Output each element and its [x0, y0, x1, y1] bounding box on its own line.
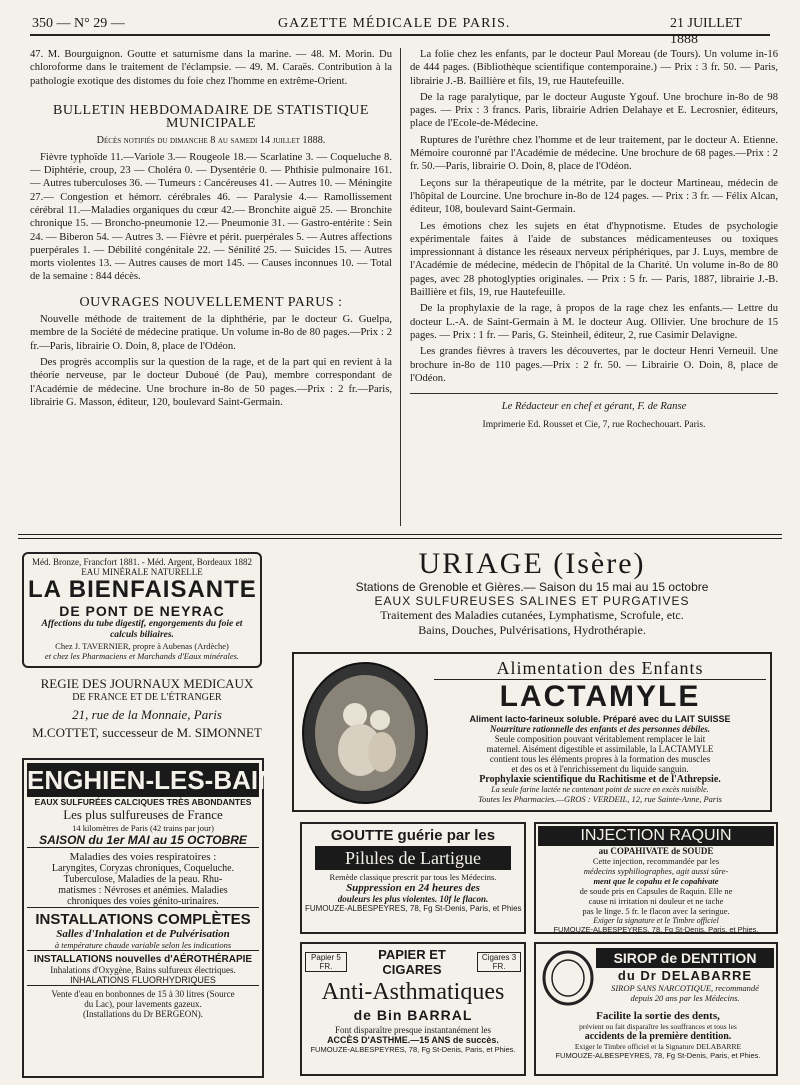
ad-text: Traitement des Maladies cutanées, Lymphatisme, Scrofule, etc. [380, 608, 684, 622]
ouvrage-item: Nouvelle méthode de traitement de la diphthérie, par le docteur G. Guelpa, membre de la Société de médecine pratique. Un volume in-8o de 80 pages.—Prix : 2 fr.—Paris, librairie O. Doin, 8, place de l'Odéon. [30, 314, 392, 352]
ad-text: SAISON du 1er MAI au 15 OCTOBRE [27, 833, 259, 848]
ad-goutte [300, 822, 526, 934]
ad-text: EAU MINÉRALE NATURELLE [81, 567, 203, 577]
bulletin-subtitle: Décès notifiés du dimanche 8 au samedi 14 juillet 1888. [96, 135, 326, 147]
ad-text: Facilite la sortie des dents, [596, 1010, 720, 1022]
ad-text: Affections du tube digestif, engorgements du foie et calculs biliaires. [41, 619, 243, 640]
ad-text: Nourriture rationnelle des enfants et des personnes débiles. [489, 724, 710, 734]
ad-headline: INJECTION RAQUIN [538, 826, 774, 846]
ad-text: Les plus sulfureuses de France [63, 807, 223, 822]
ad-text: Prophylaxie scientifique du Rachitisme et de l'Athrepsie. [479, 774, 721, 785]
ad-barral [300, 942, 526, 1076]
book-item: Les émotions chez les sujets en état d'hypnotisme. Etudes de psychologie expérimentale faites à l'aide de substances médicamenteuses ou toxiques impressionnant à distance les réseaux nerveux périphériques, par J. Luys, membre de l'Académie de médecine, médecin de l'hôpital de la Charité. Un volume in-8o de 80 pages, avec 28 photoglypties originales. — Prix : 5 fr. — Paris, 1887, librairie J.-B. Baillière et fils, 19, rue Hautefeuille. [410, 220, 778, 299]
ad-text: PAPIER ET CIGARES [378, 947, 446, 977]
ad-text: Stations de Grenoble et Gières.— Saison du 15 mai au 15 octobre [355, 580, 709, 594]
ad-headline: LACTAMYLE [499, 680, 701, 713]
ad-text: FUMOUZE-ALBESPEYRES, 78, Fg St-Denis, Paris, et Phies [305, 904, 522, 913]
ad-text: de Bin BARRAL [353, 1007, 473, 1023]
bulletin-body: Fièvre typhoïde 11.—Variole 3.— Rougeole 18.— Scarlatine 3. — Coqueluche 8. — Diphtérie, croup, 23 — Choléra 0. — Dysentérie 0. — Phthisie pulmonaire 161.— Autres tuberculoses 36. — Tumeurs : Cancéreuses 41. — Autres 10. — Méningite 27.— Congestion et hémorr. cérébrales 46. — Paralysie 4.— Ramollissement cérébral 11.—Maladies organiques du cœur 42.— Bronchite aiguë 25. — Bronchite chronique 15. — Broncho-pneumonie 12.— Pneumonie 31. — Gastro-entérite : Sein 24. — Biberon 54. — Autres 3. — Fièvre et périt. puerpérales 5. — Autres affections puerpérales 1. — Débilité congénitale 22. — Sénilité 25. — Suicides 15. — Autres morts violentes 13. — Autres causes de mort 145. — Causes inconnues 10. — Total de la semaine : 844 décès. [30, 151, 392, 283]
ad-headline: SIROP de DENTITION [596, 948, 774, 968]
ad-text: DE PONT DE NEYRAC [59, 603, 225, 619]
ad-text: maternel. Aisément digestible et assimilable, la LACTAMYLE [486, 744, 714, 754]
regie-address: 21, rue de la Monnaie, Paris [72, 707, 222, 722]
issue-date: 21 JUILLET 1888 [670, 16, 742, 47]
ad-text: Maladies des voies respiratoires : [69, 851, 217, 863]
ad-text: Vente d'eau en bonbonnes de 15 à 30 litres (Source [51, 989, 235, 999]
ouvrages-title: OUVRAGES NOUVELLEMENT PARUS : [79, 294, 343, 310]
regie-notice [22, 676, 272, 741]
ad-text: Suppression en 24 heures des [346, 882, 480, 894]
ad-enghien [22, 758, 295, 1078]
left-column [30, 48, 392, 412]
running-header [30, 14, 770, 47]
regie-successor: M.COTTET, successeur de M. SIMONNET [32, 725, 262, 740]
book-item: Leçons sur la thérapeutique de la métrite, par le docteur Martineau, médecin de l'hôpital de Lourcine. Une brochure in-8o de 124 pages. — Prix : 3 fr. — Félix Alcan, éditeur, 108, boulevard Saint-Germain. [410, 177, 778, 216]
ad-text: à température chaude variable selon les indications [27, 940, 259, 951]
ad-text: Tuberculose, Maladies de la peau. Rhu- [63, 874, 223, 885]
ad-text: Bains, Douches, Pulvérisations, Hydrothérapie. [418, 623, 646, 637]
ouvrage-item: Des progrès accomplis sur la question de la rage, et de la part qui en revient à la théorie nerveuse, par le docteur Duboué (de Pau), membre correspondant de l'Académie de médecine. Une brochure in-8o de 50 pages.—Prix : 2 fr.—Paris, librairie G. Masson, éditeur, 120, boulevard Saint-Germain. [30, 356, 392, 408]
cherub-medallion [300, 660, 430, 806]
ad-headline: URIAGE (Isère) [418, 547, 646, 580]
ad-text: FUMOUZE-ALBESPEYRES, 78, Fg St-Denis, Paris, et Phies. [553, 925, 759, 934]
ad-text: douleurs les plus violentes. 10f le flacon. [337, 894, 489, 904]
ad-text: Remède classique prescrit par tous les Médecins. [329, 872, 497, 882]
ad-raquin [534, 822, 778, 934]
book-item: De la rage paralytique, par le docteur Auguste Ygouf. Une brochure in-8o de 98 pages. — Prix : 3 francs. Paris, librairie Adrien Delahaye et E. Lecrosnier, éditeurs, place de l'Ecole-de-Médecine. [410, 91, 778, 130]
ad-lactamyle [292, 652, 772, 812]
book-item: La folie chez les enfants, par le docteur Paul Moreau (de Tours). Un volume in-16 de 444 pages. (Bibliothèque scientifique contemporaine.) — Prix : 3 fr. 50. — Paris, librairie J.-B. Baillière et fils, 19, rue Hautefeuille. [410, 49, 778, 87]
seal-emblem [542, 950, 594, 1006]
ad-bienfaisante [22, 552, 262, 668]
ad-text: Papier 5 FR. [305, 952, 347, 972]
book-item: Ruptures de l'urèthre chez l'homme et de leur traitement, par le docteur A. Etienne. Mémoire couronné par l'Académie de médecine. Une brochure de 68 pages.—Prix : 2 fr. 50.—Paris, librairie O. Doin, 8, place de l'Odéon. [410, 134, 778, 173]
page-number: 350 — N° 29 — [32, 16, 125, 31]
regie-subtitle: DE FRANCE ET DE L'ÉTRANGER [72, 692, 222, 703]
ad-text: FUMOUZE-ALBESPEYRES, 78, Fg St-Denis, Paris, et Phies. [310, 1045, 516, 1054]
ad-text: et des os et à l'enrichissement du liquide sanguin. [511, 764, 689, 774]
intro-paragraph: 47. M. Bourguignon. Goutte et saturnisme dans la marine. — 48. M. Morin. Du chloroforme dans le traitement de l'éclampsie. — 49. M. Caraës. Contribution à la pathologie exotique des distomes du foie chez l'homme en extrême-Orient. [30, 49, 392, 87]
ad-text: contient tous les éléments propres à la formation des muscles [489, 754, 711, 764]
ad-text: matismes : Névroses et anémies. Maladies [58, 885, 228, 896]
ad-text: Méd. Bronze, Francfort 1881. - Méd. Argent, Bordeaux 1882 [31, 557, 253, 567]
regie-title: REGIE DES JOURNAUX MEDICAUX [40, 676, 254, 691]
book-item: Les grandes fièvres à travers les découvertes, par le docteur Henri Verneuil. Une brochure in-8o de 110 pages.—Prix : 2 fr. 50. — Librairie O. Doin, 8, place de l'Odéon. [410, 346, 778, 384]
ad-text: Toutes les Pharmacies.—GROS : VERDEIL, 12, rue Sainte-Anne, Paris [478, 794, 722, 804]
ad-text: INSTALLATIONS COMPLÈTES [35, 911, 251, 928]
ad-text: du Dr DELABARRE [617, 968, 753, 983]
ad-text: 14 kilomètres de Paris (42 trains par jour) [72, 823, 214, 833]
ad-text: Pilules de Lartigue [315, 846, 511, 870]
ad-text: Aliment lacto-farineux soluble. Préparé avec du LAIT SUISSE [469, 714, 731, 724]
ad-text: et chez les Pharmaciens et Marchands d'Eaux minérales. [44, 651, 240, 661]
ad-text: du Lac), pour lavements gazeux. [84, 999, 202, 1009]
ad-text: SIROP SANS NARCOTIQUE, recommandé [611, 983, 759, 993]
ad-text: EAUX SULFUREUSES SALINES ET PURGATIVES [374, 594, 690, 608]
ad-headline: LA BIENFAISANTE [28, 576, 257, 603]
ad-text: Salles d'Inhalation et de Pulvérisation [56, 928, 230, 940]
editor-signature: Le Rédacteur en chef et gérant, F. de Ranse [501, 401, 687, 413]
ad-sirop [534, 942, 778, 1076]
ad-text: ment que le copahu et le copahivate [593, 876, 719, 886]
ad-text: Alimentation des Enfants [434, 658, 766, 680]
ad-text: au COPAHIVATE de SOUDE [598, 846, 714, 856]
section-divider [18, 534, 782, 539]
ad-text: de soude pris en Capsules de Raquin. Elle ne [579, 886, 733, 896]
ad-text: Exiger le Timbre officiel et la Signature DELABARRE [574, 1042, 742, 1051]
ad-text: pas le linge. 5 fr. le flacon avec la seringue. [582, 906, 730, 916]
ad-text: Cette injection, recommandée par les [592, 856, 720, 866]
ad-text: accidents de la première dentition. [584, 1031, 732, 1042]
ad-text: Font disparaître presque instantanément les [335, 1025, 491, 1035]
column-divider [400, 48, 401, 526]
ad-text: chroniques des voies génito-urinaires. [27, 896, 259, 908]
right-column [410, 48, 778, 436]
ad-headline: ENGHIEN-LES-BAINS [27, 765, 295, 795]
journal-title: GAZETTE MÉDICALE DE PARIS. [278, 16, 511, 31]
ad-headline: Anti-Asthmatiques [321, 979, 505, 1005]
ad-uriage [282, 548, 782, 638]
ad-text: médecins syphiliographes, agit aussi sûre- [583, 866, 729, 876]
printer-imprint: Imprimerie Ed. Rousset et Cie, 7, rue Rochechouart. Paris. [482, 420, 706, 431]
ad-text: FUMOUZE-ALBESPEYRES, 78, Fg St-Denis, Paris, et Phies. [555, 1051, 761, 1060]
ad-headline: GOUTTE guérie par les [330, 827, 496, 844]
ad-text: Cigares 3 FR. [477, 952, 521, 972]
ad-text: Seule composition pouvant véritablement remplacer le lait [494, 734, 706, 744]
ad-text: prévient ou fait disparaître les souffrances et tous les [579, 1022, 737, 1031]
ad-text: Inhalations d'Oxygène, Bains sulfureux électriques. [50, 965, 236, 975]
ad-text: depuis 20 ans par les Médecins. [630, 993, 740, 1003]
book-item: De la prophylaxie de la rage, à propos de la rage chez les enfants.— Lettre du docteur L.-A. de Saint-Germain à M. le docteur Aug. Ollivier. Une brochure de 15 pages. — Prix : 1 fr. — Paris, G. Steinheil, éditeur, 2, rue Casimir Delavigne. [410, 303, 778, 341]
ad-text: INHALATIONS FLUORHYDRIQUES [27, 975, 259, 986]
ad-text: cause ni irritation ni douleur et ne tache [588, 896, 724, 906]
ad-text: (Installations du Dr BERGEON). [83, 1009, 203, 1019]
ad-text: ACCÈS D'ASTHME.—15 ANS de succès. [327, 1035, 499, 1045]
ad-text: Chez J. TAVERNIER, propre à Aubenas (Ardèche) [55, 641, 229, 651]
ad-text: EAUX SULFURÉES CALCIQUES TRÈS ABONDANTES [34, 797, 252, 807]
bulletin-title: BULLETIN HEBDOMADAIRE DE STATISTIQUE MUNICIPALE [53, 102, 369, 132]
ad-text: Laryngites, Coryzas chroniques, Coqueluche. [51, 863, 235, 874]
ad-text: INSTALLATIONS nouvelles d'AÉROTHÉRAPIE [33, 954, 253, 965]
ad-text: Exiger la signature et le Timbre officiel [593, 916, 719, 925]
ad-text: La seule farine lactée ne contenant point de sucre en excès nuisible. [491, 785, 709, 794]
